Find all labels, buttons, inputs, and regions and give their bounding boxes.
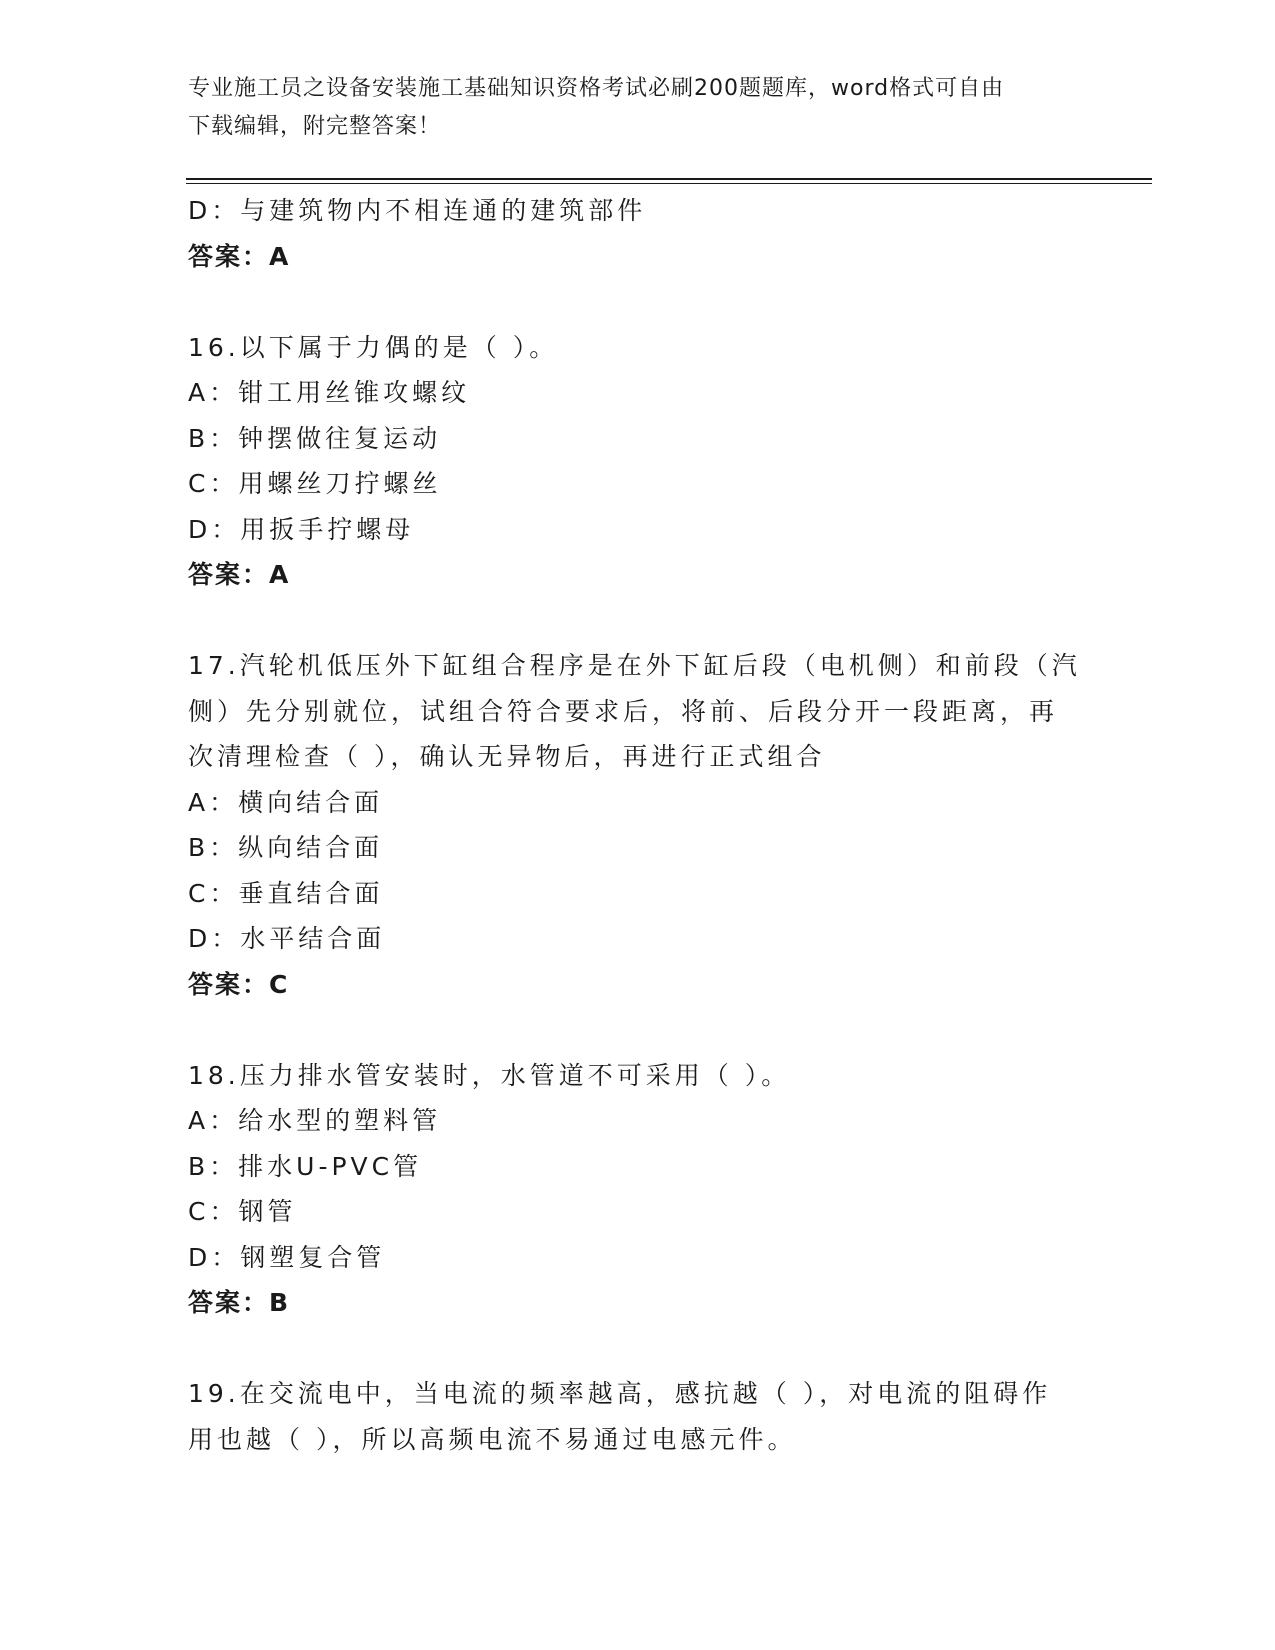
question-stem: 17.汽轮机低压外下缸组合程序是在外下缸后段（电机侧）和前段（汽 <box>188 651 1081 680</box>
option-c: C：垂直结合面 <box>188 878 384 908</box>
question-stem: 16.以下属于力偶的是（ ）。 <box>188 332 559 362</box>
header-divider-thin <box>186 183 1152 184</box>
question-gap <box>188 1007 1088 1053</box>
header-title-line-1: 专业施工员之设备安装施工基础知识资格考试必刷200题题库，word格式可自由 <box>188 76 1005 101</box>
question-19 <box>188 1371 1088 1462</box>
option-d: D：与建筑物内不相连通的建筑部件 <box>188 196 647 225</box>
question-stem: 用也越（ ），所以高频电流不易通过电感元件。 <box>188 1424 797 1454</box>
question-stem: 18.压力排水管安装时，水管道不可采用（ ）。 <box>188 1060 791 1090</box>
option-d: D：用扳手拧螺母 <box>188 514 415 544</box>
header-title-line-2: 下载编辑，附完整答案！ <box>188 114 442 139</box>
question-18 <box>188 1053 1088 1326</box>
option-d: D：钢塑复合管 <box>188 1242 386 1272</box>
question-list <box>188 188 1088 1462</box>
option-b: B：纵向结合面 <box>188 833 384 862</box>
document-header <box>188 70 1088 146</box>
question-16 <box>188 325 1088 598</box>
answer-line: 答案：B <box>188 1288 291 1317</box>
header-divider-thick <box>186 178 1152 180</box>
question-gap <box>188 279 1088 325</box>
option-a: A：横向结合面 <box>188 787 384 817</box>
option-a: A：给水型的塑料管 <box>188 1106 442 1135</box>
question-17 <box>188 643 1088 1007</box>
option-a: A：钳工用丝锥攻螺纹 <box>188 378 471 407</box>
question-stem: 侧）先分别就位，试组合符合要求后，将前、后段分开一段距离，再 <box>188 696 1059 726</box>
question-stem: 19.在交流电中，当电流的频率越高，感抗越（ ），对电流的阻碍作 <box>188 1379 1052 1408</box>
option-b: B：排水U-PVC管 <box>188 1151 423 1181</box>
question-stem: 次清理检查（ ），确认无异物后，再进行正式组合 <box>188 742 826 771</box>
answer-line: 答案：A <box>188 560 291 589</box>
question-gap <box>188 598 1088 644</box>
option-c: C：钢管 <box>188 1197 297 1226</box>
answer-line: 答案：A <box>188 241 291 271</box>
option-d: D：水平结合面 <box>188 924 386 953</box>
answer-line: 答案：C <box>188 969 290 999</box>
question-gap <box>188 1326 1088 1372</box>
option-b: B：钟摆做往复运动 <box>188 423 442 453</box>
option-c: C：用螺丝刀拧螺丝 <box>188 469 442 498</box>
